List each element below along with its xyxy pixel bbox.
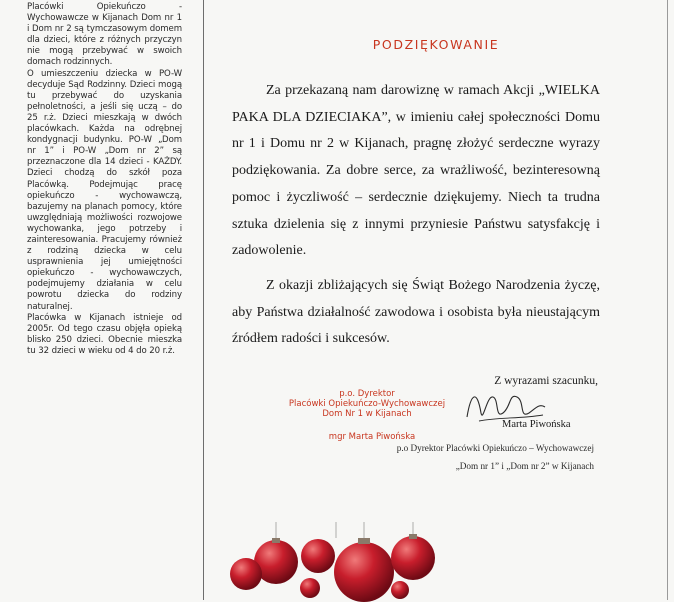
letter-column bbox=[204, 0, 668, 600]
info-text bbox=[27, 2, 182, 357]
stamp-line: mgr Marta Piwońska bbox=[328, 432, 416, 442]
info-column bbox=[0, 0, 203, 600]
handwritten-signature bbox=[459, 383, 549, 433]
info-paragraph-2: O umieszczeniu dziecka w PO-W decyduje Sąd Rodzinny. Dzieci mogą tu przebywać do uzyskania pełnoletności, a jeśli się uczą – do 25 r.ż. Dzieci mieszkają w dwóch placówkach. Każda na odrębnej kondygnacji budynku. PO-W „Dom nr 1” i PO-W „Dom nr 2” są przeznaczone dla 14 dzieci - KAŻDY. Dzieci chodzą do szkół poza Placówką. Podejmując pracę opiekuńczo - wychowawczą, bazujemy na planach pomocy, które uwzględniają możliwości rozwojowe wychowanka, jego potrzeby i zainteresowania. Pracujemy również z rodziną dziecka w celu usprawnienia jej umiejętności opiekuńczo - wychowawczych, podejmujemy działania w celu powrotu dziecka do rodziny naturalnej. bbox=[27, 68, 182, 312]
letter-title: PODZIĘKOWANIE bbox=[372, 37, 500, 52]
stamp-line: p.o. Dyrektor bbox=[339, 389, 395, 399]
info-paragraph-3: Placówka w Kijanach istnieje od 2005r. Od tego czasu objęła opieką blisko 250 dzieci. Obecnie mieszka tu 32 dzieci w wieku od 4 do 20 r.ż. bbox=[27, 312, 182, 356]
letter-paragraph-1: Za przekazaną nam darowiznę w ramach Akcji „WIELKA PAKA DLA DZIECIAKA”, w imieniu całej społeczności Domu nr 1 i Domu nr 2 w Kijanach, pragnę złożyć serdeczne wyrazy podziękowania. Za dobre serce, za wrażliwość, bezinteresowną pomoc i życzliwość – serdecznie dziękujemy. Niech ta trudna sztuka dzielenia się z innymi przyniesie Państwu satysfakcję i zadowolenie. bbox=[232, 83, 600, 259]
stamp-line: Placówki Opiekuńczo-Wychowawczej bbox=[288, 399, 446, 409]
closing-line: Z wyrazami szacunku, bbox=[494, 375, 598, 387]
christmas-baubles-icon bbox=[218, 522, 448, 602]
stamp-line: Dom Nr 1 w Kijanach bbox=[322, 409, 412, 419]
footer-institution: „Dom nr 1” i „Dom nr 2” w Kijanach bbox=[455, 461, 594, 471]
signer-name: Marta Piwońska bbox=[502, 419, 571, 430]
info-paragraph-1: Placówki Opiekuńczo - Wychowawcze w Kijanach Dom nr 1 i Dom nr 2 są tymczasowym domem dla dzieci, które z różnych przyczyn nie mogą przebywać w swoich domach rodzinnych. bbox=[27, 2, 182, 68]
letter-paragraph-2: Z okazji zbliżających się Świąt Bożego Narodzenia życzę, aby Państwa działalność zawodowa i osobista była nieustającym źródłem radości i sukcesów. bbox=[232, 277, 600, 347]
letter-body bbox=[232, 78, 600, 353]
footer-position: p.o Dyrektor Placówki Opiekuńczo – Wychowawczej bbox=[396, 443, 594, 453]
